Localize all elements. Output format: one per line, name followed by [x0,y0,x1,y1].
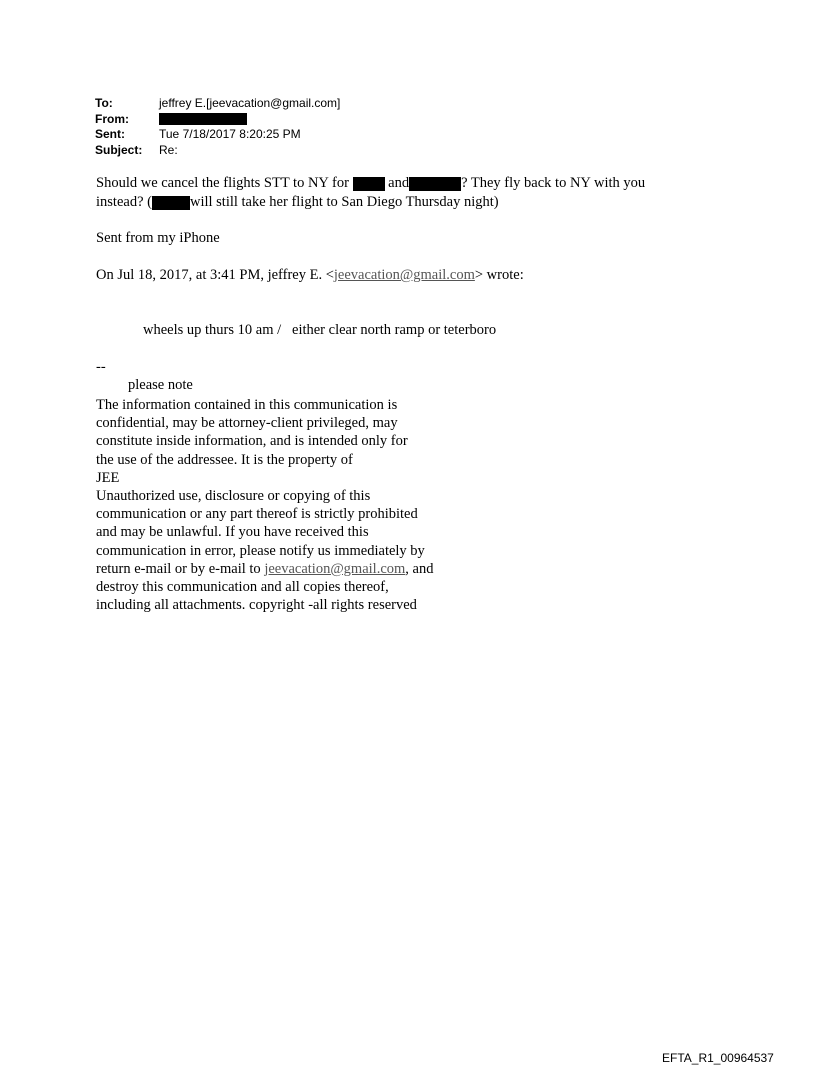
disclaimer-line: destroy this communication and all copies thereof, [96,579,389,596]
redaction-box [159,113,247,125]
disclaimer-line: communication in error, please notify us immediately by [96,542,425,559]
from-label: From: [95,111,129,126]
to-label: To: [95,96,113,110]
from-row [95,112,340,128]
subject-value: Re: [159,142,178,157]
body-line-1 [96,174,645,193]
message-body [96,174,645,212]
disclaimer-line: The information contained in this communication is [96,397,398,413]
document-id: EFTA_R1_00964537 [662,1051,774,1065]
disclaimer-text: return e-mail or by e-mail to [96,560,265,577]
to-value: jeffrey E.[jeevacation@gmail.com] [159,96,341,110]
sent-label: Sent: [95,127,125,141]
quote-email-link[interactable]: jeevacation@gmail.com [333,267,475,283]
disclaimer-dashes: -- [96,359,106,375]
body-text: and [388,175,410,191]
disclaimer-line: communication or any part thereof is strictly prohibited [96,506,418,523]
disclaimer-note: please note [128,377,193,393]
sent-value: Tue 7/18/2017 8:20:25 PM [159,127,301,141]
signature: Sent from my iPhone [96,230,220,246]
disclaimer-line: Unauthorized use, disclosure or copying of this [96,488,371,505]
disclaimer-line: confidential, may be attorney-client privileged, may [96,415,398,432]
email-header [95,96,340,158]
disclaimer-line: JEE [96,469,120,486]
subject-label: Subject: [95,142,143,157]
from-value-redacted [159,112,247,128]
quote-header [96,267,524,284]
disclaimer-line [96,560,433,578]
disclaimer-line: and may be unlawful. If you have received this [96,524,369,541]
subject-row [95,143,340,159]
body-text: ? They fly back to NY with you [461,175,646,191]
body-text: will still take her flight to San Diego Thursday night) [189,194,499,210]
disclaimer-body [96,396,433,614]
disclaimer-email-link[interactable]: jeevacation@gmail.com [264,560,406,577]
disclaimer-text: , and [405,560,434,577]
disclaimer-line: including all attachments. copyright -all rights reserved [96,597,417,614]
redaction-box [353,177,385,191]
to-row [95,96,340,112]
disclaimer-line: constitute inside information, and is intended only for [96,433,408,450]
body-text: instead? ( [96,194,152,210]
redaction-box [152,196,190,210]
disclaimer-line: the use of the addressee. It is the property of [96,451,353,468]
quoted-message: wheels up thurs 10 am / either clear north ramp or teterboro [143,322,497,338]
body-line-2 [96,193,645,212]
redaction-box [409,177,461,191]
sent-row [95,127,340,143]
quote-text: On Jul 18, 2017, at 3:41 PM, jeffrey E. < [96,267,334,283]
quote-text: > wrote: [474,267,524,283]
body-text: Should we cancel the flights STT to NY for [96,175,349,191]
